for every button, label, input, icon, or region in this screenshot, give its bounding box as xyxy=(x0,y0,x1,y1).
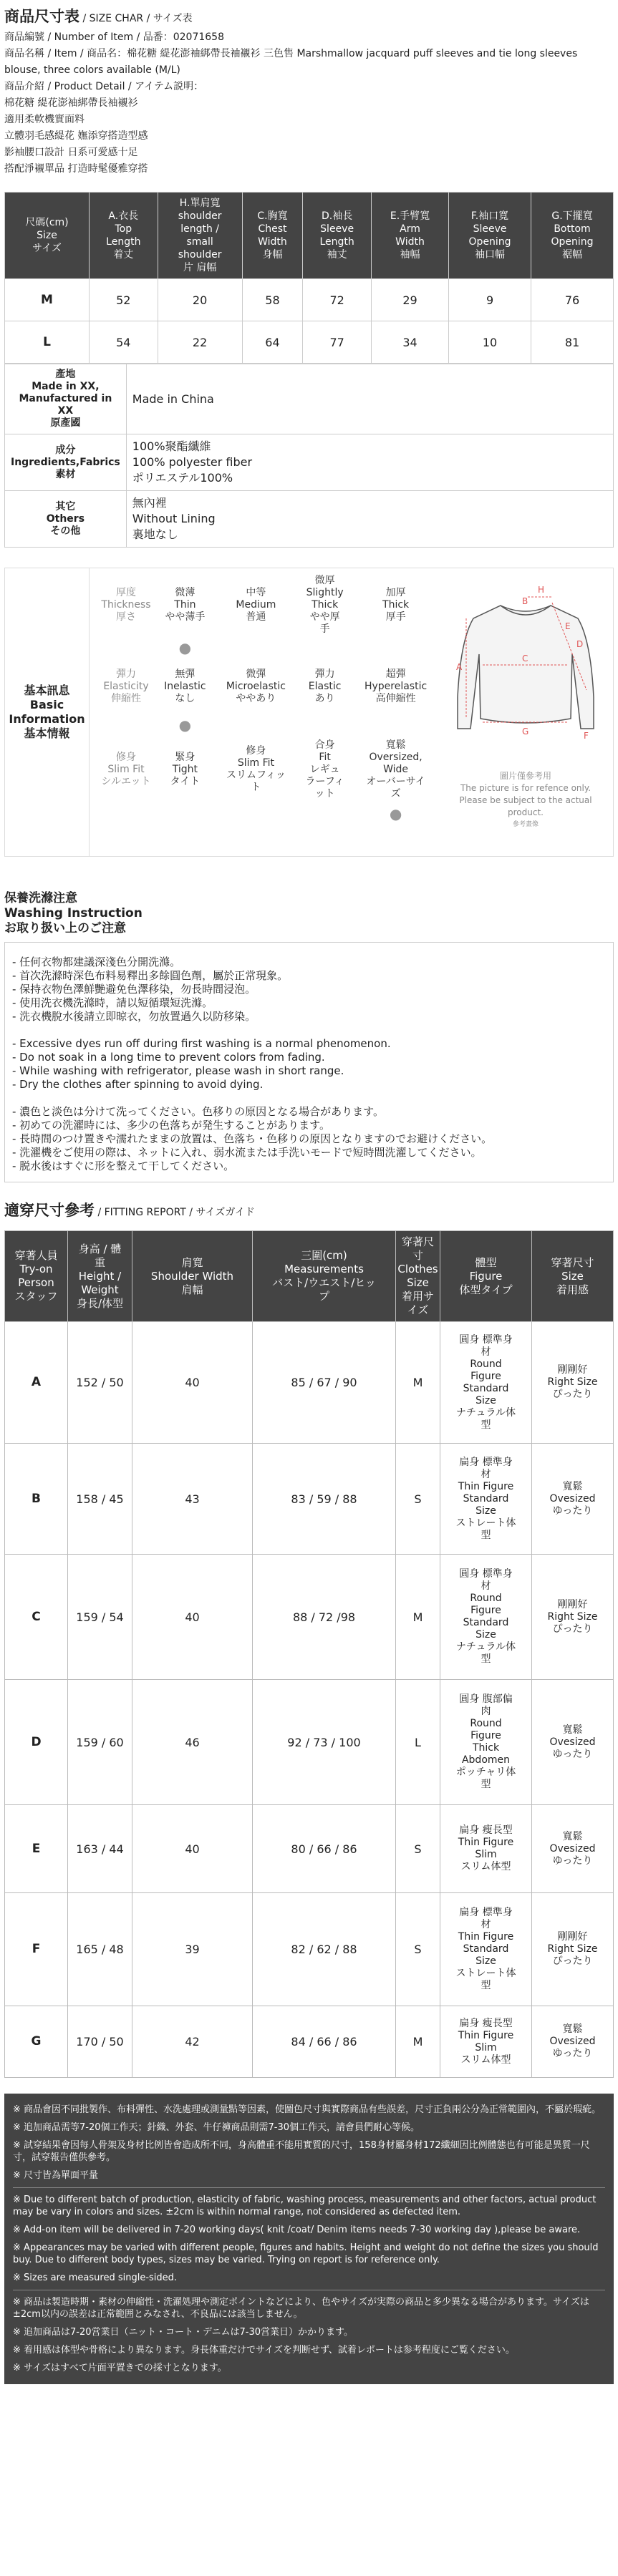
value-cell: 34 xyxy=(371,321,448,364)
note-line: ※ 商品は製造時期・素材の伸縮性・洗濯処理や測定ポイントなどにより、色やサイズが実際の商品と多少異なる場合があります。サイズは±2cm以内の誤差は正常範囲とみなされ、不良品には該当しません。 xyxy=(13,2297,589,2320)
fit-label: 修身 Slim Fit シルエット xyxy=(101,751,151,787)
selected-marker: ● xyxy=(389,805,402,822)
wash-line: - 首次洗滌時深色布料易釋出多餘圓色劑，屬於正常現象。 xyxy=(12,969,289,982)
sweater-outline xyxy=(458,606,594,729)
info-line: 棉花糖 緹花澎袖綁帶長袖襯衫 xyxy=(4,97,138,109)
table-row: C 159 / 54 40 88 / 72 /98 M 圓身 標準身 材 Round Figure Standard Size ナチュラル体 型 剛剛好 Right Size ぴったり xyxy=(5,1555,614,1680)
option: 加厚 Thick 厚手 xyxy=(382,587,410,623)
elasticity-marker-row xyxy=(97,715,439,735)
elasticity-label: 彈力 Elasticity 伸縮性 xyxy=(103,668,149,704)
col-figure: 體型 Figure 体型タイプ xyxy=(440,1231,532,1322)
col-fit: 穿著尺寸 Size 着用感 xyxy=(532,1231,614,1322)
option: 寬鬆 Oversized, Wide オーバーサイ ズ xyxy=(366,739,425,799)
wash-line: - 保持衣物色澤鮮艷避免色澤移染，勿長時間浸泡。 xyxy=(12,983,256,996)
origin-row xyxy=(5,364,614,434)
table-row: B 158 / 45 43 83 / 59 / 88 S 扁身 標準身 材 Thin Figure Standard Size ストレート体 型 寬鬆 Ovesized ゆったり xyxy=(5,1444,614,1555)
size-table xyxy=(4,192,614,364)
info-line: 商品編號 / Number of Item / 品番：02071658 xyxy=(4,31,224,43)
table-row: G 170 / 50 42 84 / 66 / 86 M 扁身 瘦長型 Thin Figure Slim スリム体型 寬鬆 Ovesized ゆったり xyxy=(5,2006,614,2078)
info-line: 商品介紹 / Product Detail / アイテム説明： xyxy=(4,81,204,92)
option: 超彈 Hyperelastic 高伸縮性 xyxy=(364,668,428,704)
value-cell: 77 xyxy=(303,321,372,364)
value-cell: 54 xyxy=(90,321,158,364)
thickness-label: 厚度 Thickness 厚さ xyxy=(101,587,151,623)
option: 微彈 Microelastic ややあり xyxy=(226,668,286,704)
col-arm-width: E.手臂寬 Arm Width 袖幅 xyxy=(371,193,448,279)
note-line: ※ 商品會因不同批製作、布料彈性、水洗處理或測量點等因素，使圖色尺寸與實際商品有些誤差，尺寸正負兩公分為正常範圍內，不屬於瑕疵。 xyxy=(13,2104,602,2115)
basic-info-table xyxy=(97,573,439,824)
wash-line: - While washing with refrigerator, please wash in short range. xyxy=(12,1064,344,1077)
washing-instructions xyxy=(4,942,614,1182)
info-line: 商品名稱 / Item / 商品名：棉花糖 緹花澎袖綁帶長袖襯衫 三色售 Marshmallow jacquard puff sleeves and tie long sleeves blouse, three colors available (M/L) xyxy=(4,48,578,76)
notes-panel xyxy=(4,2094,614,2384)
diagram-letter-b: B xyxy=(522,596,528,606)
col-shoulder: H.單肩寬 shoulder length / small shoulder 片 肩幅 xyxy=(158,193,242,279)
info-line: 適用柔軟機實面料 xyxy=(4,114,85,125)
value-cell: 22 xyxy=(158,321,242,364)
size-table-header xyxy=(5,193,614,279)
wash-line: - 使用洗衣機洗滌時，請以短循環短洗滌。 xyxy=(12,996,213,1009)
others-row xyxy=(5,491,614,548)
value-cell: 52 xyxy=(90,279,158,321)
value-cell: 72 xyxy=(303,279,372,321)
value-cell: 9 xyxy=(449,279,531,321)
option: 微薄 Thin やや薄手 xyxy=(165,587,206,623)
diagram-letter-e: E xyxy=(565,621,571,631)
diagram-letter-a: A xyxy=(456,662,463,672)
note-line: ※ Add-on item will be delivered in 7-20 working days( knit /coat/ Denim items needs 7-30 working day ),please be aware. xyxy=(13,2225,581,2235)
value-cell: 29 xyxy=(371,279,448,321)
value-cell: 58 xyxy=(242,279,303,321)
table-row xyxy=(5,321,614,364)
note-line: ※ 着用感は体型や骨格により異なります。身長体重だけでサイズを判断せず、試着レポートは参考程度にご覧ください。 xyxy=(13,2345,515,2356)
meta-table xyxy=(4,364,614,548)
origin-label: 產地 Made in XX, Manufactured in XX 原產國 xyxy=(5,364,127,434)
value-cell: 64 xyxy=(242,321,303,364)
note-line: ※ サイズはすべて片面平置きでの採寸となります。 xyxy=(13,2363,227,2373)
selected-marker: ● xyxy=(178,638,192,656)
diagram-letter-g: G xyxy=(522,726,529,737)
fit-row xyxy=(97,735,439,804)
fitting-table-header xyxy=(5,1231,614,1322)
material-value: 100%聚酯纖維 100% polyester fiber ポリエステル100% xyxy=(126,434,613,491)
col-sleeve-length: D.袖長 Sleeve Length 袖丈 xyxy=(303,193,372,279)
col-size: 尺碼(cm) Size サイズ xyxy=(5,193,90,279)
product-info xyxy=(4,29,614,178)
size-cell: M xyxy=(5,279,90,321)
wash-line: - 初めての洗濯時には、多少の色落ちが発生することがあります。 xyxy=(12,1119,330,1132)
garment-diagram xyxy=(450,575,601,754)
material-label: 成分 Ingredients,Fabrics 素材 xyxy=(5,434,127,491)
col-top-length: A.衣長 Top Length 着丈 xyxy=(90,193,158,279)
option: 緊身 Tight タイト xyxy=(170,751,201,787)
page-title: 商品尺寸表 / SIZE CHAR / サイズ表 xyxy=(4,8,193,25)
fitting-table xyxy=(4,1230,614,2078)
fitting-title: 適穿尺寸參考 / FITTING REPORT / サイズガイド xyxy=(4,1202,255,1219)
wash-line: - 洗衣機脫水後請立即晾衣，勿放置過久以防移染。 xyxy=(12,1010,256,1023)
table-row: E 163 / 44 40 80 / 66 / 86 S 扁身 瘦長型 Thin Figure Slim スリム体型 寬鬆 Ovesized ゆったり xyxy=(5,1805,614,1893)
elasticity-row xyxy=(97,658,439,715)
info-line: 立體羽毛感緹花 嫵添穿搭造型感 xyxy=(4,130,148,142)
option: 無彈 Inelastic なし xyxy=(164,668,206,704)
option: 微厚 Slightly Thick やや厚 手 xyxy=(306,575,344,635)
info-line: 搭配淨襯單品 打造時髦優雅穿搭 xyxy=(4,163,148,175)
fit-marker-row xyxy=(97,804,439,824)
wash-line: - 洗濯機をご使用の際は、ネットに入れ、弱水流または手洗いモードで短時間洗濯してください。 xyxy=(12,1146,482,1159)
thickness-row xyxy=(97,573,439,638)
wash-line: - 脱水後はすぐに形を整えて干してください。 xyxy=(12,1160,235,1172)
size-cell: L xyxy=(5,321,90,364)
selected-marker: ● xyxy=(178,716,192,734)
note-line: ※ Appearances may be varied with different people, figures and habits. Height and weight do not define the sizes you should buy. Due to different body types, sizes may be varied. Trying on report is for reference only. xyxy=(13,2242,599,2265)
value-cell: 76 xyxy=(531,279,614,321)
info-line: 影袖腰口設計 日系可愛感十足 xyxy=(4,147,138,158)
diagram-letter-c: C xyxy=(522,653,528,664)
option: 修身 Slim Fit スリムフィッ ト xyxy=(226,745,286,793)
note-line: ※ Due to different batch of production, elasticity of fabric, washing process, measurements and other factors, actual product may be vary in colors and sizes. ±2cm is within normal range, not considered as defected item. xyxy=(13,2195,597,2217)
option: 合身 Fit レギュ ラーフィ ット xyxy=(305,739,344,799)
value-cell: 20 xyxy=(158,279,242,321)
wash-line: - Excessive dyes run off during first washing is a normal phenomenon. xyxy=(12,1037,391,1050)
col-clothes-size: 穿著尺 寸 Clothes Size 着用サ イズ xyxy=(396,1231,440,1322)
col-sleeve-opening: F.袖口寬 Sleeve Opening 袖口幅 xyxy=(449,193,531,279)
others-value: 無內裡 Without Lining 裏地なし xyxy=(126,491,613,548)
note-line: ※ 追加商品需等7-20個工作天；針織、外套、牛仔褲商品則需7-30個工作天，請會員們耐心等候。 xyxy=(13,2122,420,2133)
col-person: 穿著人員 Try-on Person スタッフ xyxy=(5,1231,68,1322)
thickness-marker-row xyxy=(97,638,439,658)
material-row xyxy=(5,434,614,491)
table-row: D 159 / 60 46 92 / 73 / 100 L 圓身 腹部偏 肉 Round Figure Thick Abdomen ポッチャリ体 型 寬鬆 Ovesized ゆったり xyxy=(5,1680,614,1805)
diagram-letter-f: F xyxy=(584,731,589,741)
note-line: ※ Sizes are measured single-sided. xyxy=(13,2273,178,2283)
note-line: ※ 尺寸皆為單面平量 xyxy=(13,2170,99,2181)
col-height-weight: 身高 / 體 重 Height / Weight 身長/体型 xyxy=(68,1231,132,1322)
wash-line: - 任何衣物都建議深淺色分開洗滌。 xyxy=(12,956,181,968)
note-line: ※ 試穿結果會因每人骨架及身材比例皆會造成所不同，身高體重不能用實質的尺寸，158身材屬身材172纖細因比例體態也有可能是異質一尺寸，試穿報告僅供參考。 xyxy=(13,2140,590,2163)
wash-line: - 濃色と淡色は分けて洗ってください。色移りの原因となる場合があります。 xyxy=(12,1105,384,1118)
col-bottom-opening: G.下擺寬 Bottom Opening 裾幅 xyxy=(531,193,614,279)
others-label: 其它 Others その他 xyxy=(5,491,127,548)
diagram-caption: 圖片僅參考用 The picture is for refence only. Please be subject to the actual product. 參考畫像 xyxy=(459,771,592,828)
basic-info-label: 基本訊息 Basic Information 基本情報 xyxy=(5,568,90,856)
wash-line: - Do not soak in a long time to prevent colors from fading. xyxy=(12,1051,325,1064)
table-row xyxy=(5,279,614,321)
wash-line: - Dry the clothes after spinning to avoid dying. xyxy=(12,1078,264,1091)
washing-title: 保養洗滌注意 Washing Instruction お取り扱い上のご注意 xyxy=(4,891,143,935)
diagram-letter-d: D xyxy=(576,639,584,649)
diagram-letter-h: H xyxy=(538,585,545,595)
value-cell: 81 xyxy=(531,321,614,364)
option: 中等 Medium 普通 xyxy=(236,587,276,623)
note-line: ※ 追加商品は7-20営業日（ニット・コート・デニムは7-30営業日）かかります。 xyxy=(13,2327,353,2338)
table-row: F 165 / 48 39 82 / 62 / 88 S 扁身 標準身 材 Thin Figure Standard Size ストレート体 型 剛剛好 Right Size ぴったり xyxy=(5,1893,614,2006)
option: 彈力 Elastic あり xyxy=(308,668,342,704)
origin-value: Made in China xyxy=(126,364,613,434)
wash-line: - 長時間のつけ置きや濡れたままの放置は、色落ち・色移りの原因となりますのでお避けください。 xyxy=(12,1132,493,1145)
value-cell: 10 xyxy=(449,321,531,364)
table-row: A 152 / 50 40 85 / 67 / 90 M 圓身 標準身 材 Round Figure Standard Size ナチュラル体 型 剛剛好 Right Size ぴったり xyxy=(5,1322,614,1444)
col-chest: C.胸寬 Chest Width 身幅 xyxy=(242,193,303,279)
col-measurements: 三圍(cm) Measurements バスト/ウエスト/ヒッ プ xyxy=(253,1231,396,1322)
basic-info-panel xyxy=(4,568,614,857)
col-shoulder-width: 肩寬 Shoulder Width 肩幅 xyxy=(132,1231,253,1322)
